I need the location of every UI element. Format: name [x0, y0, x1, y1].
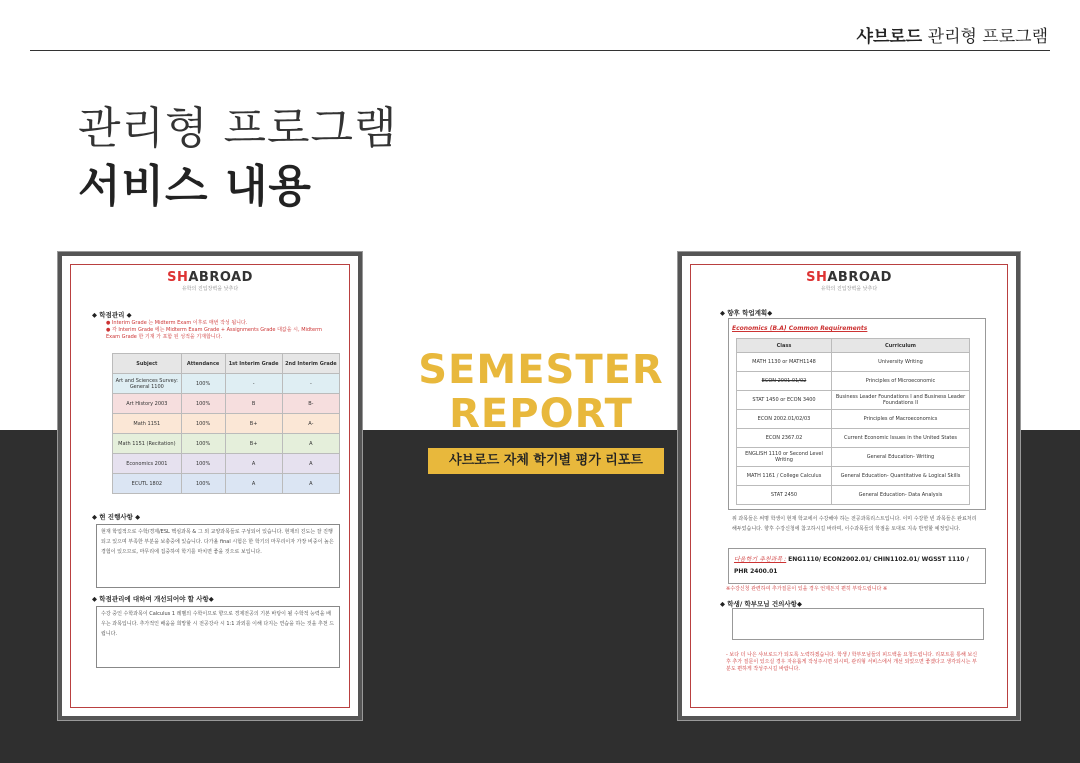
table-cell-curriculum: Business Leader Foundations I and Business Leader Foundations II	[832, 391, 970, 410]
table-row	[113, 394, 340, 414]
feedback-box[interactable]	[732, 608, 984, 640]
right-logo-tagline: 유학의 진입장벽을 낮추다	[820, 286, 878, 292]
status-textbox: 현재 학업적으로 수학/경제/ESL 핵심과목 & 그 외 교양과목들로 구성되어 있습니다. 현재의 진도는 잘 진행되고 있으며 부족한 부분을 보충중에 있습니다. 다가올 final 시험은 한 학기의 마무리이자 가장 비중이 높은 경험이 있으므로, 마무리에 집중하여 학기를 마치면 좋을 것으로 보입니다.	[96, 524, 340, 588]
table-cell-subject: Art History 2003	[113, 394, 182, 414]
col-subject: Subject	[113, 354, 182, 374]
col-curriculum: Curriculum	[832, 339, 970, 353]
left-section-status: ◆ 현 진행사항 ◆	[92, 513, 141, 521]
table-cell-curriculum: General Education- Data Analysis	[832, 486, 970, 505]
table-cell-g2: A	[282, 454, 339, 474]
recommend-label: 다음학기 추천과목 :	[734, 556, 787, 563]
table-cell-subject: Math 1151 (Recitation)	[113, 434, 182, 454]
requirements-table	[736, 338, 970, 505]
table-cell-attendance: 100%	[181, 394, 225, 414]
table-cell-curriculum: Principles of Macroeconomics	[832, 410, 970, 429]
enrollment-notice: ※수강신청 관련하여 추가질문이 있을 경우 언제든지 편히 부탁드립니다 ※	[726, 586, 888, 592]
table-cell-g1: B	[225, 394, 282, 414]
table-row	[737, 429, 970, 448]
table-cell-class: STAT 1450 or ECON 3400	[737, 391, 832, 410]
left-section-improve: ◆ 학점관리에 대하여 개선되어야 할 사항◆	[92, 595, 214, 603]
plan-note: 위 과목들은 써명 학생이 현재 학교에서 수강해야 하는 전공과목리스트입니다. 이미 수강한 빈 과목들은 완료처리 해두었습니다. 향후 수강신청에 참고하시길 바라며, 이수과목들의 학점을 토대로 지속 반영할 예정입니다.	[732, 516, 977, 532]
hero-title-line1: 관리형 프로그램	[78, 103, 398, 154]
table-cell-g2: B-	[282, 394, 339, 414]
table-cell-curriculum: Principles of Microeconomic	[832, 372, 970, 391]
left-logo: SHABROAD	[167, 270, 253, 285]
left-report-document	[58, 252, 362, 720]
table-cell-subject: Art and Sciences Survey: General 1100	[113, 374, 182, 394]
table-cell-curriculum: General Education- Writing	[832, 448, 970, 467]
table-cell-attendance: 100%	[181, 434, 225, 454]
hero-title-line2: 서비스 내용	[78, 161, 312, 212]
table-row	[737, 486, 970, 505]
col-class: Class	[737, 339, 832, 353]
table-row	[737, 410, 970, 429]
table-cell-subject: ECUTL 1802	[113, 474, 182, 494]
table-cell-subject: Math 1151	[113, 414, 182, 434]
table-cell-class: MATH 1161 / College Calculus	[737, 467, 832, 486]
table-cell-g2: A	[282, 434, 339, 454]
brand-header	[857, 22, 1048, 47]
table-cell-g1: B+	[225, 414, 282, 434]
right-section-feedback: ◆ 학생/ 학부모님 건의사항◆	[720, 600, 802, 608]
table-row	[113, 474, 340, 494]
grade-note-1: ● Interim Grade 는 Midterm Exam 이후로 매번 작성 됩니다.	[106, 320, 248, 326]
improve-textbox: 수강 중인 수학과목이 Calculus 1 레벨의 수학이므로 향으로 경제전공의 기본 바탕이 될 수학적 능력을 배우는 과목입니다. 추가적인 배움을 희망할 시 전공강사 시 1:1 과외를 이해 다지는 연습을 하는 것을 추천 드립니다.	[96, 606, 340, 668]
title-semester: SEMESTER	[418, 347, 664, 393]
table-cell-g2: A	[282, 474, 339, 494]
table-row	[113, 434, 340, 454]
title-report: REPORT	[449, 391, 633, 437]
table-cell-attendance: 100%	[181, 454, 225, 474]
table-cell-g2: -	[282, 374, 339, 394]
table-cell-class: ENGLISH 1110 or Second Level Writing	[737, 448, 832, 467]
header-divider	[30, 50, 1050, 51]
brand-name: 샤브로드	[856, 27, 923, 47]
table-cell-curriculum: General Education- Quantitative & Logical Skills	[832, 467, 970, 486]
left-logo-tagline: 유학의 진입장벽을 낮추다	[181, 286, 239, 292]
col-interim1: 1st Interim Grade	[225, 354, 282, 374]
grade-note-2: ● 각 Interim Grade 에는 Midterm Exam Grade + Assignments Grade 대값을 시, Midterm Exam Grade 한 기재 가 포함 된 성적을 기재합니다.	[106, 327, 322, 340]
col-interim2: 2nd Interim Grade	[282, 354, 339, 374]
table-row	[113, 414, 340, 434]
table-row	[737, 448, 970, 467]
plan-title: Economics (B.A) Common Requirements	[732, 325, 868, 332]
table-cell-attendance: 100%	[181, 474, 225, 494]
table-cell-attendance: 100%	[181, 374, 225, 394]
table-cell-g1: A	[225, 474, 282, 494]
feedback-footer-note: - 보다 더 나은 샤브로드가 되도록 노력하겠습니다. 학생 / 학부모님들의 피드백을 요청드립니다. 리포트를 통해 보신 후 추가 질문이 있으실 경우 자유롭게 작성주시면 되시며, 관리형 서비스에서 개선 되었으면 좋겠다고 생각되시는 부분도 편하게 작성주시길 바랍니다.	[726, 652, 978, 672]
program-name: 관리형 프로그램	[927, 27, 1048, 47]
table-cell-class: STAT 2450	[737, 486, 832, 505]
table-cell-curriculum: Current Economic Issues in the United States	[832, 429, 970, 448]
recommend-line	[734, 554, 978, 578]
table-cell-subject: Economics 2001	[113, 454, 182, 474]
right-logo: SHABROAD	[806, 270, 892, 285]
left-section-grades: ◆ 학점관리 ◆	[92, 311, 132, 319]
table-row	[737, 467, 970, 486]
table-cell-attendance: 100%	[181, 414, 225, 434]
table-row	[737, 353, 970, 372]
right-section-plan: ◆ 향후 학업계획◆	[720, 309, 773, 317]
table-cell-class: MATH 1130 or MATH1148	[737, 353, 832, 372]
table-cell-class: ECON 2001.01/02	[737, 372, 832, 391]
table-row	[737, 391, 970, 410]
table-cell-g2: A-	[282, 414, 339, 434]
col-attendance: Attendance	[181, 354, 225, 374]
table-cell-g1: A	[225, 454, 282, 474]
semester-report-title	[412, 348, 670, 436]
table-row	[113, 374, 340, 394]
right-report-document	[678, 252, 1020, 720]
table-cell-class: ECON 2002.01/02/03	[737, 410, 832, 429]
table-cell-g1: -	[225, 374, 282, 394]
recommend-value: ENG1110/ ECON2002.01/ CHIN1102.01/ WGSST 1110 / PHR 2400.01	[734, 556, 969, 575]
table-cell-g1: B+	[225, 434, 282, 454]
table-row	[113, 454, 340, 474]
table-row	[737, 372, 970, 391]
table-cell-class: ECON 2367.02	[737, 429, 832, 448]
semester-report-caption: 샤브로드 자체 학기별 평가 리포트	[428, 448, 664, 474]
table-cell-curriculum: University Writing	[832, 353, 970, 372]
grade-table	[112, 353, 340, 494]
